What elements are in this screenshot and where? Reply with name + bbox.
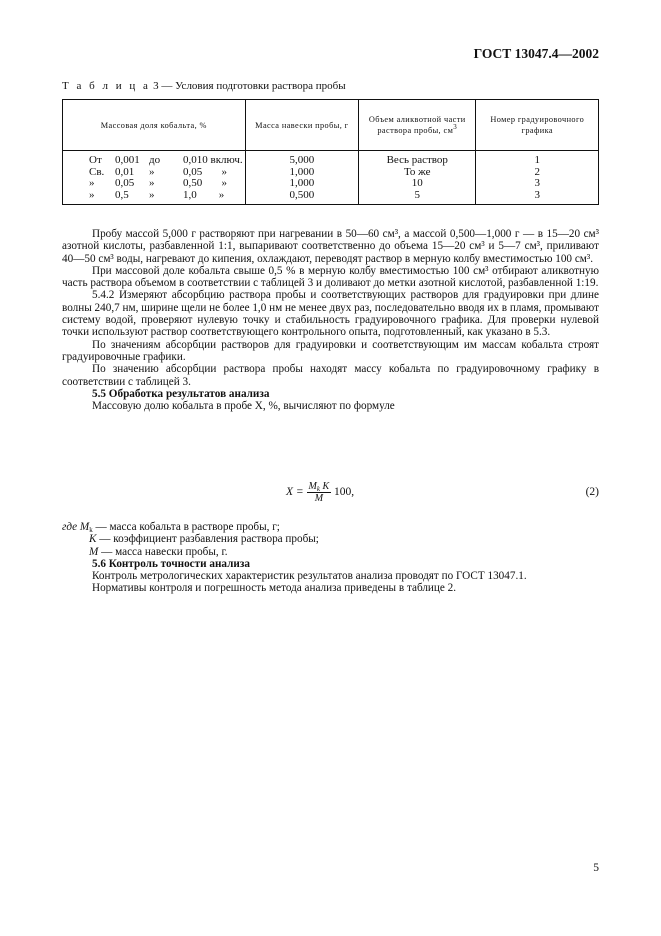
range-to: 0,05 » [183, 165, 227, 178]
range-to-word: » [149, 165, 155, 178]
graph-number-value: 3 [534, 188, 540, 201]
graph-number-value: 1 [534, 154, 540, 166]
paragraph-aliquot: При массовой доле кобальта свыше 0,5 % в мерную колбу вместимостью 100 см³ отбирают аликвотную часть раствора объемом в соответствии с таблицей 3 и доливают до метки азотной кислотой, разбавленной 1:19. [62, 264, 599, 290]
sample-mass-value: 1,000 [289, 177, 315, 189]
range-to: 1,0 » [183, 188, 225, 201]
legend-symbol: где M [62, 521, 90, 533]
table-header-row [63, 100, 599, 151]
formula-2 [286, 481, 354, 504]
legend-line [62, 521, 527, 533]
aliquot-volume-value: То же [404, 165, 431, 178]
header-sample-mass: Масса навески пробы, г [245, 100, 358, 151]
formula-legend [62, 521, 527, 595]
range-prefix: » [89, 177, 95, 189]
aliquot-volume-value: Весь раствор [386, 154, 448, 166]
header-cobalt-fraction: Массовая доля кобальта, % [63, 100, 246, 151]
paragraph-metrology: Контроль метрологических характеристик результатов анализа проводят по ГОСТ 13047.1. [92, 570, 527, 583]
legend-text: — масса кобальта в растворе пробы, г; [92, 521, 280, 533]
aliquot-volume-value: 5 [414, 188, 420, 201]
legend-symbol: M [89, 545, 99, 558]
page-number: 5 [593, 862, 599, 874]
formula-num-k: K [322, 481, 330, 492]
formula-numerator [307, 481, 332, 493]
graph-number-cell [476, 151, 599, 205]
range-to: 0,010 включ. [183, 154, 243, 166]
legend-text: — коэффициент разбавления раствора пробы; [96, 533, 319, 546]
range-to-word: до [149, 154, 161, 166]
header-aliquot-volume [359, 100, 476, 151]
range-from: 0,01 [115, 165, 135, 178]
table-caption-number: 3 [153, 80, 159, 92]
range-from: 0,001 [115, 154, 140, 166]
header-aliquot-sup: 3 [453, 123, 458, 131]
paragraph-dissolution: Пробу массой 5,000 г растворяют при нагревании в 50—60 см³, а массой 0,500—1,000 г — в 15—20 см³ азотной кислоты, разбавленной 1:1, выпаривают соответственно до объема 15—20 см³ и 5—7 см³, приливают 40—50 см³ воды, нагревают до кипения, охлаждают, переводят раствор в мерную колбу вместимостью 100 см³. [62, 228, 599, 265]
graph-number-value: 2 [534, 165, 540, 178]
formula-denominator: M [314, 493, 324, 504]
legend-line [62, 533, 527, 545]
formula-fraction [307, 481, 332, 504]
document-id: ГОСТ 13047.4—2002 [473, 46, 599, 61]
sample-mass-cell [245, 151, 358, 205]
legend-symbol: K [89, 533, 97, 546]
header-graph-number: Номер градуировочного графика [476, 100, 599, 151]
formula-num-m: M [308, 481, 317, 492]
formula-number: (2) [585, 486, 599, 498]
range-from: 0,5 [115, 188, 129, 201]
section-5-6-heading: 5.6 Контроль точности анализа [92, 557, 250, 570]
sample-mass-value: 1,000 [289, 165, 315, 178]
paragraph-sample-mass: По значению абсорбции раствора пробы находят массу кобальта по градуировочному графику в соответствии с таблицей 3. [62, 363, 599, 388]
range-prefix: Св. [89, 165, 105, 178]
paragraph-5-4-2: 5.4.2 Измеряют абсорбцию раствора пробы и соответствующих растворов для градуировки при длине волны 240,7 нм, ширине щели не более 1,0 нм не менее двух раз, последовательно вводя их в пламя, промывают систему водой, проверяют нулевую точку и стабильность градуировочного графика. Для проверки нулевой точки используют раствор соответствующего контрольного опыта, подготовленный, как указано в 5.3. [62, 289, 599, 339]
formula-rhs: 100, [334, 486, 355, 499]
legend-text: — масса навески пробы, г. [98, 545, 228, 558]
graph-number-value: 3 [534, 177, 540, 189]
aliquot-volume-cell [359, 151, 476, 205]
sample-mass-value: 5,000 [289, 154, 315, 166]
table-caption-prefix: Т а б л и ц а [62, 80, 151, 92]
body-text-upper [62, 228, 599, 412]
sample-mass-value: 0,500 [289, 188, 315, 201]
conditions-table [62, 99, 599, 205]
header-aliquot-text: Объем аликвотной части раствора пробы, см [368, 115, 466, 135]
paragraph-calibration: По значениям абсорбции растворов для градуировки и соответствующим им массам кобальта строят градуировочные графики. [62, 338, 599, 363]
aliquot-volume-value: 10 [411, 177, 423, 189]
range-prefix: От [89, 154, 102, 166]
legend-line [62, 546, 527, 558]
table-body-row [63, 151, 599, 205]
table-caption-text: — Условия подготовки раствора пробы [161, 80, 346, 92]
range-to-word: » [149, 188, 155, 201]
range-to: 0,50 » [183, 177, 227, 189]
legend-symbol-sub: k [89, 526, 93, 534]
formula-num-sub: k [316, 485, 320, 493]
paragraph-formula-intro: Массовую долю кобальта в пробе X, %, вычисляют по формуле [92, 400, 395, 413]
section-5-5-heading: 5.5 Обработка результатов анализа [92, 387, 270, 400]
cobalt-fraction-cell [63, 151, 246, 205]
range-to-word: » [149, 177, 155, 189]
table-row [89, 190, 243, 202]
table-caption [62, 80, 346, 92]
paragraph-norms: Нормативы контроля и погрешность метода анализа приведены в таблице 2. [92, 582, 457, 595]
formula-lhs: X = [286, 486, 304, 499]
range-prefix: » [89, 188, 95, 201]
range-from: 0,05 [115, 177, 135, 189]
